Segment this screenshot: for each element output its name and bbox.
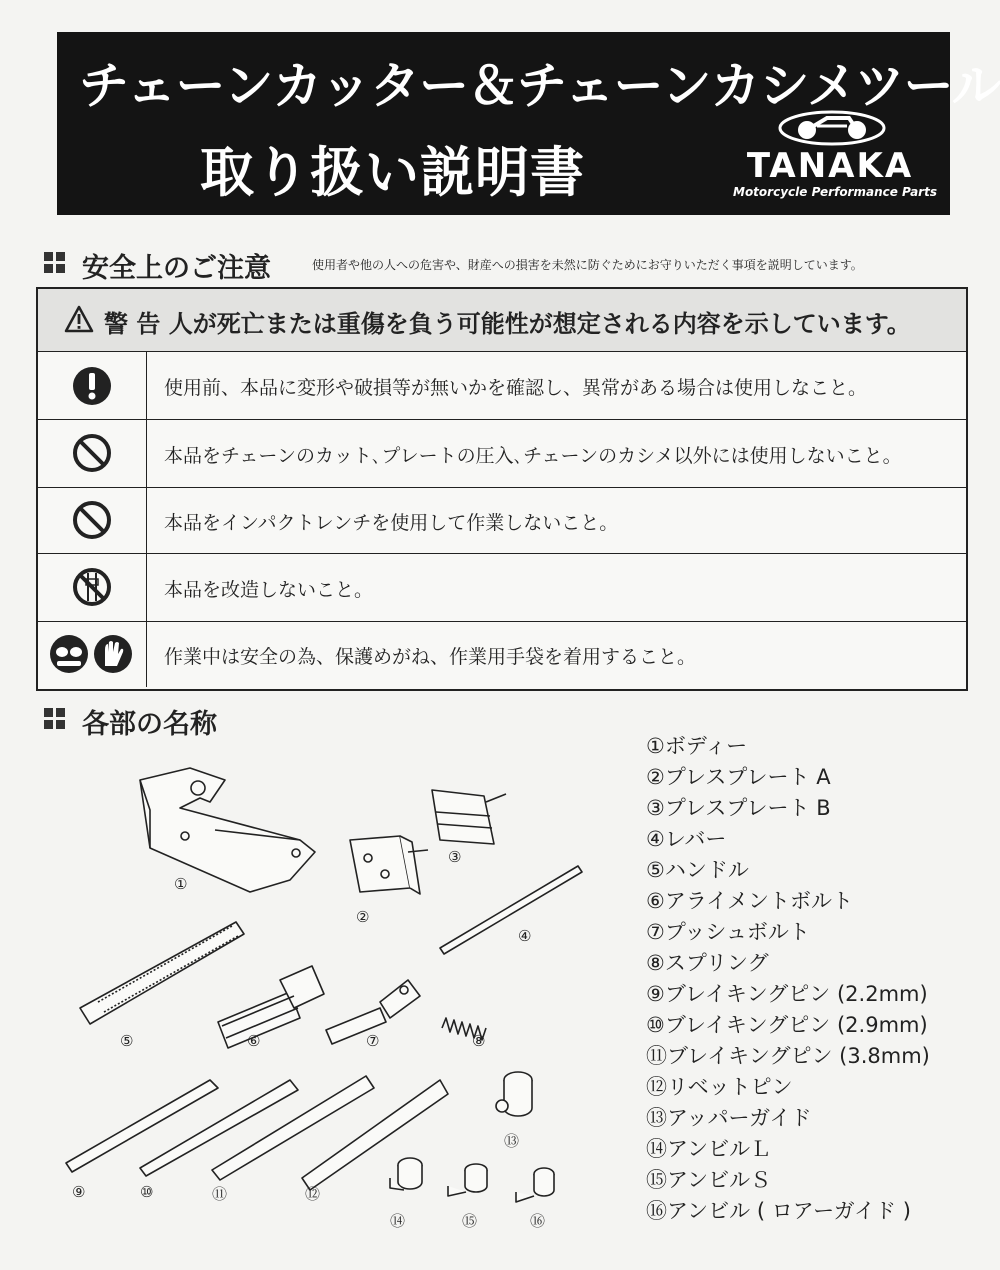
header-banner: [57, 32, 1000, 215]
anvil-s: [448, 1164, 487, 1196]
list-item: ⑯アンビル ( ロアーガイド ): [646, 1199, 911, 1223]
warning-table: [36, 287, 968, 691]
body-part: [140, 768, 315, 892]
list-item: ⑬アッパーガイド: [646, 1106, 812, 1130]
press-plate-a: [350, 836, 428, 894]
callout-15: ⑮: [462, 1212, 478, 1230]
title-line2: 取り扱い説明書: [200, 140, 585, 204]
warning-row-text: 使用前、本品に変形や破損等が無いかを確認し、異常がある場合は使用しなこと。: [164, 377, 868, 399]
list-item: ⑤ハンドル: [646, 858, 749, 882]
callout-7: ⑦: [366, 1032, 380, 1050]
callout-9: ⑨: [72, 1183, 86, 1201]
safety-section-heading: [44, 246, 954, 284]
callout-14: ⑭: [390, 1212, 406, 1230]
list-item: ⑮アンビルＳ: [646, 1168, 772, 1192]
callout-5: ⑤: [120, 1032, 134, 1050]
callout-1: ①: [174, 875, 188, 893]
warning-row-text: 作業中は安全の為、保護めがね、作業用手袋を着用すること。: [164, 646, 697, 668]
lever-part: [440, 866, 582, 954]
callout-10: ⑩: [140, 1183, 154, 1201]
callout-8: ⑧: [472, 1032, 486, 1050]
callout-3: ③: [448, 848, 462, 866]
safety-title: 安全上のご注意: [82, 253, 271, 284]
warning-row: [38, 553, 966, 622]
warning-triangle-icon: [64, 305, 94, 333]
prohibited-icon: [70, 498, 114, 542]
list-item: ③プレスプレート B: [646, 796, 831, 820]
breaking-pin-22: [66, 1080, 218, 1172]
list-item: ⑥アライメントボルト: [646, 889, 853, 913]
no-disassembly-icon: [70, 565, 114, 609]
callout-6: ⑥: [247, 1032, 261, 1050]
section-marker-icon: [44, 252, 66, 274]
rivet-pin: [302, 1080, 448, 1190]
upper-guide: [496, 1072, 532, 1116]
warning-row-text: 本品をチェーンのカット､プレートの圧入､チェーンのカシメ以外には使用しないこと。: [164, 445, 902, 467]
callout-16: ⑯: [530, 1212, 546, 1230]
list-item: ⑧スプリング: [646, 951, 769, 975]
warning-row: [38, 621, 966, 687]
goggles-gloves-icon: [49, 632, 135, 676]
warning-row: [38, 487, 966, 554]
warning-row-text: 本品をインパクトレンチを使用して作業しないこと。: [164, 512, 619, 534]
callout-2: ②: [356, 908, 370, 926]
tanaka-logo: [725, 106, 945, 206]
list-item: ⑨ブレイキングピン (2.2mm): [646, 982, 928, 1006]
logo-name: TANAKA: [746, 146, 914, 186]
logo-emblem-icon: [777, 110, 887, 146]
anvil-l: [390, 1158, 422, 1190]
callout-13: ⑬: [504, 1132, 520, 1150]
exclamation-icon: [70, 364, 114, 408]
callout-11: ⑪: [212, 1185, 228, 1203]
logo-subtitle: Motorcycle Performance Parts: [733, 185, 937, 199]
callout-12: ⑫: [305, 1185, 321, 1203]
callout-4: ④: [518, 927, 532, 945]
warning-row: [38, 419, 966, 488]
parts-drawing: [0, 740, 640, 1250]
list-item: ⑫リベットピン: [646, 1075, 793, 1099]
safety-note: 使用者や他の人への危害や、財産への損害を未然に防ぐためにお守りいただく事項を説明しています。: [312, 258, 863, 272]
breaking-pin-29: [140, 1080, 298, 1176]
parts-title: 各部の名称: [82, 709, 217, 740]
list-item: ⑩ブレイキングピン (2.9mm): [646, 1013, 928, 1037]
list-item: ⑦プッシュボルト: [646, 920, 810, 944]
list-item: ⑭アンビルＬ: [646, 1137, 772, 1161]
alignment-bolt: [218, 966, 324, 1048]
list-item: ④レバー: [646, 827, 727, 851]
list-item: ①ボディー: [646, 734, 748, 758]
parts-section-heading: [44, 702, 344, 740]
warning-header-text: 警 告 人が死亡または重傷を負う可能性が想定される内容を示しています。: [104, 310, 911, 338]
warning-row: [38, 352, 966, 420]
parts-list: [646, 730, 930, 1226]
warning-row-text: 本品を改造しないこと。: [164, 579, 374, 601]
list-item: ②プレスプレート A: [646, 765, 831, 789]
anvil-lower-guide: [516, 1168, 554, 1202]
list-item: ⑪ブレイキングピン (3.8mm): [646, 1044, 930, 1068]
prohibited-icon: [70, 431, 114, 475]
section-marker-icon: [44, 708, 66, 730]
warning-header: [38, 289, 966, 352]
handle-part: [80, 922, 244, 1024]
title-line1: チェーンカッター＆チェーンカシメツール: [79, 56, 1000, 115]
press-plate-b: [432, 790, 506, 844]
